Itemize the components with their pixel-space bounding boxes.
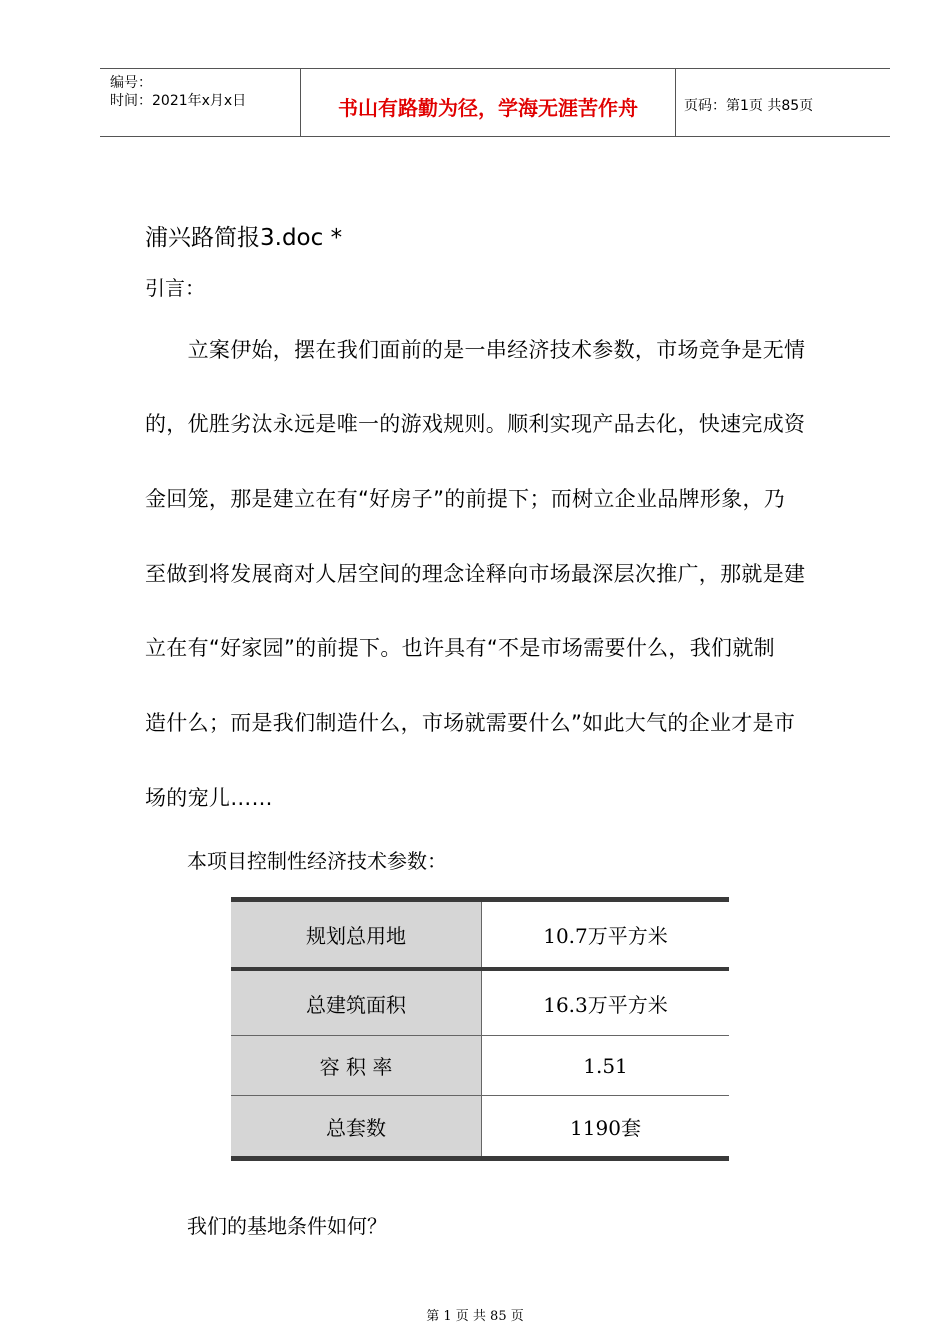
header-motto-cell [300, 69, 676, 136]
paragraph-line: 立案伊始，摆在我们面前的是一串经济技术参数，市场竞争是无情 [145, 338, 806, 362]
page-footer: 第 1 页 共 85 页 [426, 1309, 524, 1324]
param-value: 1.51 [583, 1053, 628, 1078]
param-label: 规划总用地 [231, 902, 482, 967]
paragraph-line: 造什么；而是我们制造什么，市场就需要什么”如此大气的企业才是市 [145, 711, 796, 735]
param-label: 容 积 率 [231, 1036, 482, 1095]
question-heading: 我们的基地条件如何？ [187, 1214, 387, 1238]
date-label: 时间：2021年x月x日 [110, 93, 247, 109]
motto: 书山有路勤为径，学海无涯苦作舟 [338, 96, 638, 120]
param-value: 10.7万平方米 [543, 924, 668, 948]
intro-label: 引言： [145, 276, 205, 300]
table-row [231, 1095, 729, 1156]
table-heading: 本项目控制性经济技术参数： [187, 849, 447, 873]
paragraph-line: 金回笼，那是建立在有“好房子”的前提下；而树立企业品牌形象，乃 [145, 487, 786, 511]
document-title: 浦兴路简报3.doc * [145, 225, 343, 251]
page-header [100, 68, 890, 137]
table-row [231, 1035, 729, 1095]
paragraph-line: 的，优胜劣汰永远是唯一的游戏规则。顺利实现产品去化，快速完成资 [145, 412, 806, 436]
param-value: 1190套 [570, 1115, 641, 1140]
param-value: 16.3万平方米 [543, 992, 668, 1017]
number-label: 编号： [110, 75, 152, 91]
page-info: 页码：第1页 共85页 [684, 98, 814, 114]
table-row [231, 967, 729, 1035]
paragraph-line: 场的宠儿…… [145, 786, 273, 810]
paragraph-line: 立在有“好家园”的前提下。也许具有“不是市场需要什么，我们就制 [145, 636, 775, 660]
paragraph-line: 至做到将发展商对人居空间的理念诠释向市场最深层次推广，那就是建 [145, 562, 806, 586]
param-label: 总建筑面积 [231, 971, 482, 1035]
header-page-cell [676, 69, 890, 136]
table-row [231, 902, 729, 967]
param-label: 总套数 [231, 1096, 482, 1156]
header-meta-cell [100, 69, 300, 136]
params-table [231, 897, 729, 1161]
